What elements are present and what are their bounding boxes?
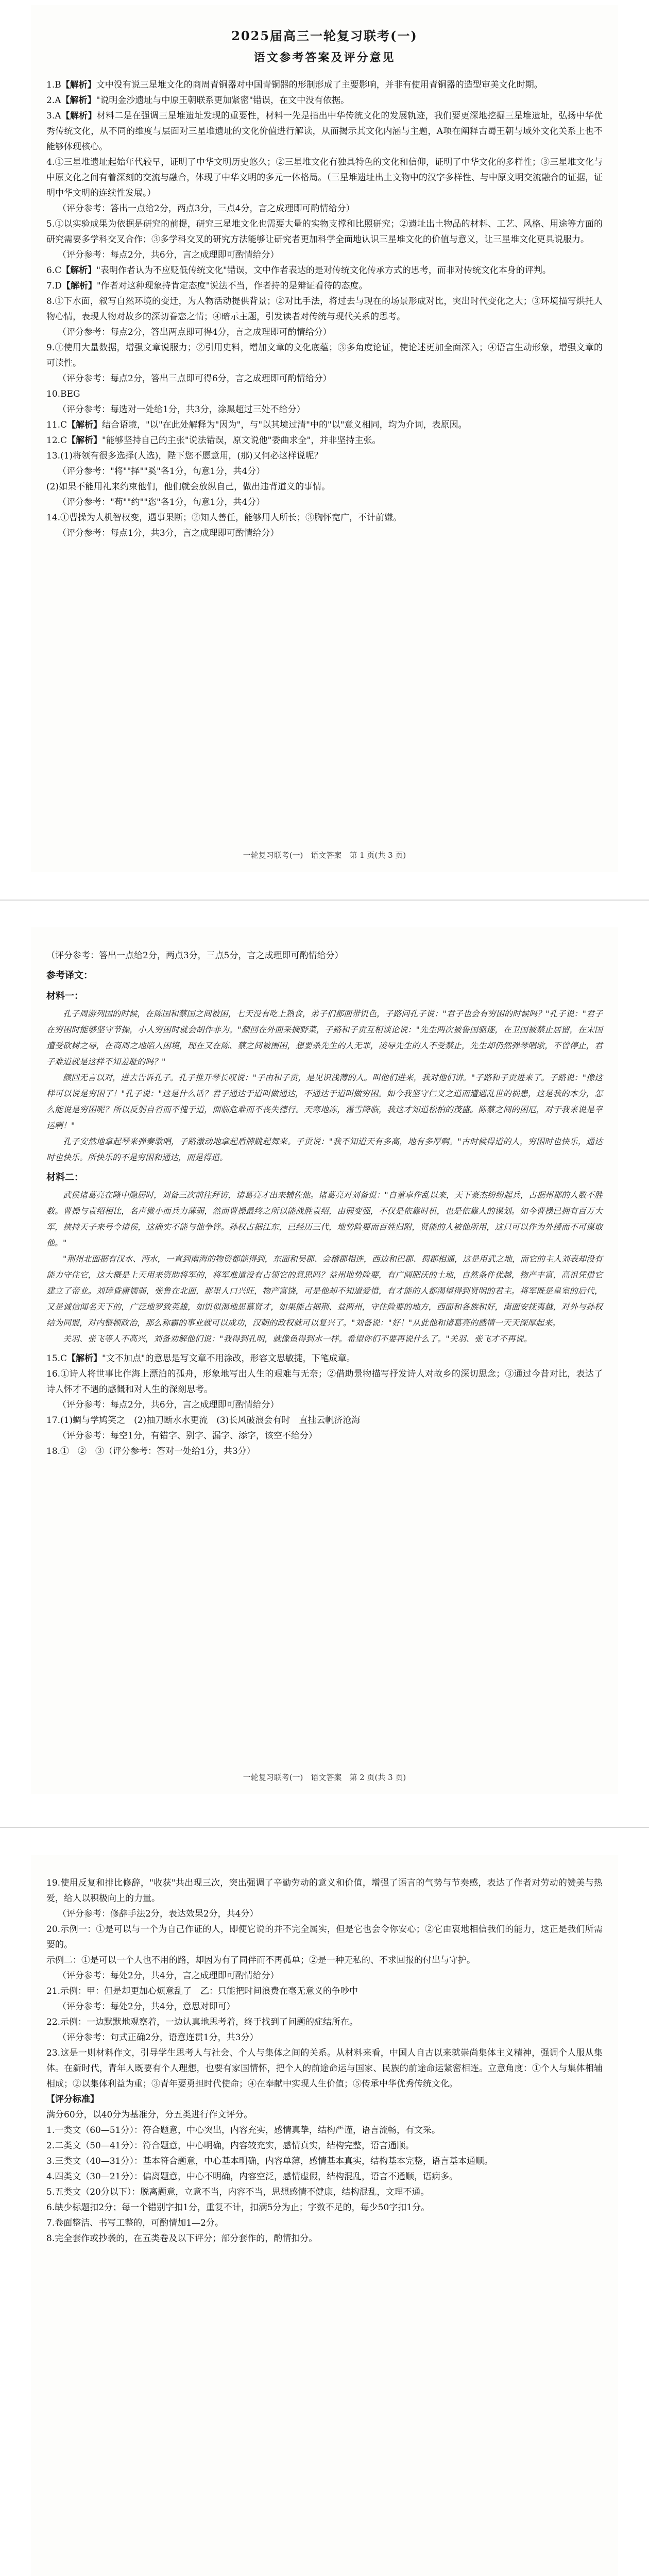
answer-text: "能够坚持自己的主张"说法错误，原文说他"委曲求全"，并非坚持主张。 bbox=[102, 435, 381, 446]
answer-line bbox=[46, 263, 603, 278]
score-note bbox=[58, 247, 603, 263]
translation-paragraph: 颜回无言以对，进去告诉孔子。孔子推开琴长叹说："子由和子贡，是见识浅薄的人。叫他们进来，我对他们讲。"子路和子贡进来了。子路说："像这样可以说是穷困了！"孔子说："这是什么话？君子通达于道叫做通达，不通达于道叫做穷困。如今我坚守仁义之道而遭遇乱世的祸患，这是我的本分，怎么能说是穷困呢？所以反躬自省而不愧于道，面临危难而不丧失德行。天寒地冻，霜雪降临，我这才知道松柏的茂盛。陈蔡之间的困厄，对于我来说是幸运啊！" bbox=[46, 1073, 603, 1130]
answer-line bbox=[46, 1953, 603, 1968]
material-2-translation bbox=[46, 1187, 603, 1347]
answer-line bbox=[46, 1922, 603, 1953]
question-number: 23. bbox=[46, 2048, 61, 2058]
answer-line bbox=[46, 433, 603, 448]
question-number: 5. bbox=[46, 219, 55, 229]
document-title: 2025届高三一轮复习联考(一) bbox=[231, 28, 418, 43]
answer-tag: 【解析】 bbox=[61, 111, 97, 121]
answer-text: (1)蜩与学鸠笑之 (2)抽刀断水水更流 (3)长风破浪会有时 直挂云帆济沧海 bbox=[60, 1415, 361, 1426]
score-note bbox=[58, 1906, 603, 1922]
question-number: 22. bbox=[46, 2017, 61, 2027]
answer-text: （评分参考：每点2分，共6分，言之成理即可酌情给分） bbox=[58, 250, 279, 260]
question-number: 12.C bbox=[46, 435, 67, 446]
score-note bbox=[58, 201, 603, 216]
question-number: 10.BEG bbox=[46, 389, 80, 399]
score-note bbox=[58, 325, 603, 340]
score-note bbox=[58, 1428, 603, 1444]
answer-text: ①以实验成果为依据是研究的前提，研究三星堆文化也需要大量的实物支撑和比照研究；②遗址出土物品的材料、工艺、风格、用途等方面的研究需要多学科交叉合作；③多学科交叉的研究方法能够让研究者更加科学全面地认识三星堆文化的价值与意义，让三星堆文化更具说服力。 bbox=[46, 219, 603, 245]
answer-line bbox=[46, 155, 603, 201]
answer-line bbox=[46, 2154, 603, 2169]
question-number: 7.D bbox=[46, 281, 62, 291]
answer-text: （评分参考：每点1分，共3分，言之成理即可酌情给分） bbox=[58, 528, 279, 538]
answer-line bbox=[46, 108, 603, 155]
answer-text: 6.缺少标题扣2分；每一个错别字扣1分，重复不计，扣满5分为止；字数不足的，每少50字扣1分。 bbox=[46, 2202, 430, 2213]
answer-line bbox=[46, 294, 603, 325]
answer-text: ①使用大量数据，增强文章说服力；②引用史料，增加文章的文化底蕴；③多角度论证，使论述更加全面深入；④语言生动形象，增强文章的可读性。 bbox=[46, 343, 603, 368]
answer-text: （评分参考：每点2分，答出三点即可得6分，言之成理即可酌情给分） bbox=[58, 374, 332, 384]
translation-paragraph: 孔子安然地拿起琴来弹奏歌唱，子路激动地拿起盾牌跳起舞来。子贡说："我不知道天有多高，地有多厚啊。"古时候得道的人，穷困时也快乐，通达时也快乐。所快乐的不是穷困和通达，而是得道。 bbox=[46, 1137, 603, 1162]
answer-tag: 【解析】 bbox=[61, 95, 96, 106]
answer-text: 3.三类文（40—31分）：基本符合题意，中心基本明确，内容单薄，感情基本真实，结构基本完整，语言基本通顺。 bbox=[46, 2156, 493, 2166]
answer-line bbox=[46, 2092, 603, 2107]
answer-text: ① ② ③（评分参考：答对一处给1分，共3分） bbox=[60, 1446, 255, 1456]
answer-text: 文中没有说三星堆文化的商周青铜器对中国青铜器的形制形成了主要影响，并非有使用青铜器的造型审美文化时期。 bbox=[96, 80, 543, 90]
answer-text: （评分参考："苟""约""恣"各1分，句意1分，共4分） bbox=[58, 497, 265, 507]
answer-page-2 bbox=[31, 927, 618, 1794]
question-number: 2.A bbox=[46, 95, 61, 106]
answer-text: （评分参考：每空1分，有错字、别字、漏字、添字，该空不给分） bbox=[58, 1431, 317, 1441]
answer-text: 满分60分，以40分为基准分，分五类进行作文评分。 bbox=[46, 2110, 253, 2120]
question-number: 14. bbox=[46, 513, 61, 523]
answer-tag: 【解析】 bbox=[61, 80, 96, 90]
question-number: 1.B bbox=[46, 80, 61, 90]
answer-text: "说明金沙遗址与中原王朝联系更加紧密"错误，在文中没有依据。 bbox=[96, 95, 350, 106]
answer-text: 示例二：①是可以一个人也不用的路，却因为有了同伴而不再孤单；②是一种无私的、不求回报的付出与守护。 bbox=[46, 1955, 475, 1965]
answer-text: 材料二是在强调三星堆遗址发现的重要性，材料一先是指出中华传统文化的发展轨迹，我们要更深地挖掘三星堆遗址，弘扬中华优秀传统文化，从不同的维度与层面对三星堆遗址的文化价值进行解读，从而揭示其文化内涵与主题，A项在阐释古蜀王朝与域外文化关系上也不能够体现核心。 bbox=[46, 111, 603, 152]
answer-page-1 bbox=[31, 5, 618, 872]
answer-line bbox=[46, 216, 603, 247]
answer-line bbox=[46, 2184, 603, 2200]
page-divider bbox=[0, 900, 649, 901]
answer-text: （评分参考：每选对一处给1分，共3分，涂黑超过三处不给分） bbox=[58, 404, 305, 415]
answer-text: 8.完全套作或抄袭的，在五类卷及以下评分；部分套作的，酌情扣分。 bbox=[46, 2233, 318, 2244]
question-number: 20. bbox=[46, 1924, 61, 1935]
answer-text: （评分参考：句式正确2分，语意连贯1分，共3分） bbox=[58, 2032, 259, 2043]
answer-text: (1)将领有很多选择(人选)，陛下您不愿意用，(那)又何必这样说呢？ bbox=[60, 451, 323, 461]
answer-text: 结合语境，"以"在此处解释为"因为"，与"以其境过清"中的"以"意义相同，均为介词，表原因。 bbox=[102, 420, 467, 430]
question-number: 6.C bbox=[46, 265, 62, 276]
answer-text: （评分参考：答出一点给2分，两点3分，三点4分，言之成理即可酌情给分） bbox=[58, 204, 355, 214]
score-note: （评分参考：答出一点给2分，两点3分，三点5分，言之成理即可酌情给分） bbox=[46, 951, 344, 961]
page-2-footer: 一轮复习联考(一) 语文答案 第 2 页(共 3 页) bbox=[243, 1773, 406, 1782]
answer-line bbox=[46, 2014, 603, 2030]
answer-tag: 【评分标准】 bbox=[46, 2094, 99, 2105]
answer-line bbox=[46, 1875, 603, 1906]
answer-text: ①下水面，叙写自然环境的变迁，为人物活动提供背景；②对比手法，将过去与现在的场景形成对比，突出时代变化之大；③环境描写烘托人物心情，表现人物对故乡的深切眷恋之情；④暗示主题，引发读者对传统与现代关系的思考。 bbox=[46, 296, 603, 322]
question-number: 13. bbox=[46, 451, 61, 461]
score-note bbox=[58, 495, 603, 510]
answer-line bbox=[46, 340, 603, 371]
answer-line bbox=[46, 1366, 603, 1397]
answer-page-3 bbox=[31, 1855, 618, 2576]
page-1-answers bbox=[46, 77, 603, 541]
answer-line bbox=[46, 1413, 603, 1428]
question-number: 11.C bbox=[46, 420, 67, 430]
answer-text: 示例：一边默默地观察着，一边认真地思考着，终于找到了问题的症结所在。 bbox=[60, 2017, 358, 2027]
question-number: 9. bbox=[46, 343, 55, 353]
translation-paragraph: "荆州北面据有汉水、沔水，一直到南海的物资都能得到，东面和吴郡、会稽郡相连，西边和巴郡、蜀郡相通，这是用武之地，而它的主人刘表却没有能力守住它，这大概是上天用来资助将军的，将军难道没有占领它的意思吗？益州地势险要，有广阔肥沃的土地，自然条件优越，物产丰富，高祖凭借它建立了帝业。刘璋昏庸懦弱，张鲁在北面，那里人口兴旺，物产富饶，可是他却不知道爱惜，有才能的人都渴望得到贤明的君主。将军既是皇室的后代，又是诚信闻名天下的，广泛地罗致英雄，如饥似渴地思慕贤才，如果能占据荆、益两州，守住险要的地方，西面和各族和好，南面安抚夷越，对外与孙权结为同盟，对内整顿政治，那么称霸的事业就可以成功，汉朝的政权就可以复兴了。"刘备说："好！"从此他和诸葛亮的感情一天天深厚起来。 bbox=[46, 1254, 603, 1328]
answer-text: （评分参考：每点2分，共6分，言之成理即可酌情给分） bbox=[58, 1400, 279, 1410]
answer-line bbox=[46, 2138, 603, 2154]
answer-text: ①曹操为人机智权变，遇事果断；②知人善任，能够用人所长；③胸怀宽广，不计前嫌。 bbox=[60, 513, 402, 523]
page-3-answers bbox=[46, 1875, 603, 2246]
translation-paragraph: 关羽、张飞等人不高兴，刘备劝解他们说："我得到孔明，就像鱼得到水一样。希望你们不要再说什么了。"关羽、张飞才不再说。 bbox=[63, 1334, 532, 1344]
answer-line bbox=[46, 2107, 603, 2123]
answer-line bbox=[46, 278, 603, 294]
answer-text: ①三星堆遗址起始年代较早，证明了中华文明历史悠久；②三星堆文化有独具特色的文化和信仰，证明了中华文化的多样性；③三星堆文化与中原文化之间有着深刻的交流与融合，体现了中华文明的多元一体格局。（三星堆遗址出土文物中的汉字多样性、与中原文明交流融合的证据，证明中华文明的连续性发展。） bbox=[46, 157, 603, 198]
answer-tag: 【解析】 bbox=[67, 435, 103, 446]
answer-text: 示例一：①是可以与一个为自己作证的人，即便它说的并不完全属实，但是它也会令你安心；②它由衷地相信我们的能力，这正是我们所需要的。 bbox=[46, 1924, 603, 1950]
material-1-translation bbox=[46, 1006, 603, 1165]
answer-line bbox=[46, 479, 603, 495]
document-subtitle: 语文参考答案及评分意见 bbox=[253, 51, 396, 64]
question-number: 4. bbox=[46, 157, 55, 167]
score-note bbox=[58, 1968, 603, 1984]
answer-line bbox=[46, 1351, 603, 1366]
answer-text: 5.五类文（20分以下）：脱离题意，立意不当，内容不当，思想感情不健康，结构混乱，文理不通。 bbox=[46, 2187, 430, 2197]
answer-text: "文不加点"的意思是写文章不用涂改，形容文思敏捷，下笔成章。 bbox=[102, 1353, 355, 1364]
answer-line bbox=[46, 2123, 603, 2138]
answer-text: 示例：甲：但是却更加心烦意乱了 乙：只能把时间浪费在毫无意义的争吵中 bbox=[60, 1986, 358, 1996]
score-note bbox=[58, 402, 603, 417]
translation-paragraph: 孔子周游列国的时候，在陈国和蔡国之间被困，七天没有吃上熟食，弟子们都面带饥色，子路问孔子说："君子也会有穷困的时候吗？"孔子说："君子在穷困时能够坚守节操，小人穷困时就会胡作非为。"颜回在外面采摘野菜，子路和子贡互相谈论说："先生两次被鲁国驱逐，在卫国被禁止居留，在宋国遭受砍树之辱，在商周之地陷入困境，现在又在陈、蔡之间被围困，想要杀先生的人无罪，凌辱先生的人不受禁止，先生却仍然弹琴唱歌，不曾停止，君子难道就是这样不知羞耻的吗？" bbox=[46, 1009, 603, 1066]
question-number: 19. bbox=[46, 1878, 61, 1888]
page-divider bbox=[0, 1827, 649, 1828]
question-number: 18. bbox=[46, 1446, 61, 1456]
answer-line bbox=[46, 417, 603, 433]
answer-text: "作者对这种现象持肯定态度"说法不当，作者持的是辩证看待的态度。 bbox=[96, 281, 368, 291]
answer-line bbox=[46, 386, 603, 402]
answer-text: （评分参考："将""择""奚"各1分，句意1分，共4分） bbox=[58, 466, 265, 477]
material-2-heading: 材料二： bbox=[46, 1172, 83, 1183]
score-note bbox=[58, 526, 603, 541]
answer-text: （评分参考：每处2分，共4分，意思对即可） bbox=[58, 2002, 235, 2012]
answer-text: 2.二类文（50—41分）：符合题意，中心明确，内容较充实，感情真实，结构完整，语言通顺。 bbox=[46, 2141, 414, 2151]
answer-line bbox=[46, 510, 603, 526]
answer-text: （评分参考：每处2分，共4分，言之成理即可酌情给分） bbox=[58, 1971, 279, 1981]
question-number: 21. bbox=[46, 1986, 61, 1996]
question-number: 3.A bbox=[46, 111, 61, 121]
answer-line bbox=[46, 77, 603, 93]
answer-text: ①诗人将世事比作海上漂泊的孤舟，形象地写出人生的艰难与无奈；②借助景物描写抒发诗人对故乡的深切思念；③通过今昔对比，表达了诗人怀才不遇的感慨和对人生的深刻思考。 bbox=[46, 1369, 603, 1395]
answer-line bbox=[46, 1444, 603, 1459]
answer-line bbox=[46, 2169, 603, 2184]
answer-text: 这是一则材料作文，引导学生思考人与社会、个人与集体之间的关系。从材料来看，中国人自古以来就崇尚集体主义精神，强调个人服从集体。在新时代，青年人既要有个人理想，也要有家国情怀，把个人的前途命运与国家、民族的前途命运紧密相连。立意角度：①个人与集体相辅相成；②以集体利益为重；③青年要勇担时代使命；④在奉献中实现人生价值；⑤传承中华优秀传统文化。 bbox=[46, 2048, 603, 2089]
question-number: 8. bbox=[46, 296, 55, 307]
score-note bbox=[58, 2030, 603, 2045]
answer-text: (2)如果不能用礼来约束他们，他们就会放纵自己，做出违背道义的事情。 bbox=[46, 482, 331, 492]
question-number: 16. bbox=[46, 1369, 61, 1379]
question-number: 15.C bbox=[46, 1353, 67, 1364]
answer-text: 4.四类文（30—21分）：偏离题意，中心不明确，内容空泛，感情虚假，结构混乱，语言不通顺，语病多。 bbox=[46, 2172, 458, 2182]
question-number: 17. bbox=[46, 1415, 61, 1426]
answer-line bbox=[46, 2200, 603, 2215]
answer-line bbox=[46, 1984, 603, 1999]
answer-text: 1.一类文（60—51分）：符合题意，中心突出，内容充实，感情真挚，结构严谨，语言流畅，有文采。 bbox=[46, 2125, 440, 2136]
answer-tag: 【解析】 bbox=[61, 265, 97, 276]
answer-text: （评分参考：修辞手法2分，表达效果2分，共4分） bbox=[58, 1909, 259, 1919]
answer-line bbox=[46, 93, 603, 108]
score-note bbox=[58, 1999, 603, 2014]
page-1-footer: 一轮复习联考(一) 语文答案 第 1 页(共 3 页) bbox=[243, 851, 406, 860]
translation-paragraph: 武侯诸葛亮在隆中隐居时，刘备三次前往拜访，诸葛亮才出来辅佐他。诸葛亮对刘备说："自董卓作乱以来，天下豪杰纷纷起兵，占据州郡的人数不胜数。曹操与袁绍相比，名声微小而兵力薄弱，然而曹操最终之所以能战胜袁绍，由弱变强，不仅是依靠时机，也是依靠人的谋划。如今曹操已拥有百万大军，挟持天子来号令诸侯，这确实不能与他争锋。孙权占据江东，已经历三代，地势险要而百姓归附，贤能的人被他所用，这只可以作为外援而不可谋取他。" bbox=[46, 1190, 603, 1248]
answer-text: "表明作者认为不应贬低传统文化"错误，文中作者表达的是对传统文化传承方式的思考，而非对传统文化本身的评判。 bbox=[96, 265, 551, 276]
score-note bbox=[58, 464, 603, 479]
reference-translation-heading: 参考译文： bbox=[46, 970, 93, 981]
page-2-answers bbox=[46, 1351, 603, 1459]
answer-line bbox=[46, 2231, 603, 2246]
answer-line bbox=[46, 2215, 603, 2231]
score-note bbox=[58, 1397, 603, 1413]
answer-line bbox=[46, 2045, 603, 2092]
answer-text: （评分参考：每点2分，答出两点即可得4分，言之成理即可酌情给分） bbox=[58, 327, 332, 337]
score-note bbox=[58, 371, 603, 386]
answer-tag: 【解析】 bbox=[67, 1353, 103, 1364]
material-1-heading: 材料一： bbox=[46, 991, 83, 1002]
answer-tag: 【解析】 bbox=[67, 420, 103, 430]
answer-line bbox=[46, 448, 603, 464]
answer-text: 7.卷面整洁、书写工整的，可酌情加1—2分。 bbox=[46, 2218, 224, 2228]
answer-text: 使用反复和排比修辞，"收获"共出现三次，突出强调了辛勤劳动的意义和价值，增强了语言的气势与节奏感，表达了作者对劳动的赞美与热爱，给人以积极向上的力量。 bbox=[46, 1878, 603, 1904]
answer-tag: 【解析】 bbox=[61, 281, 97, 291]
